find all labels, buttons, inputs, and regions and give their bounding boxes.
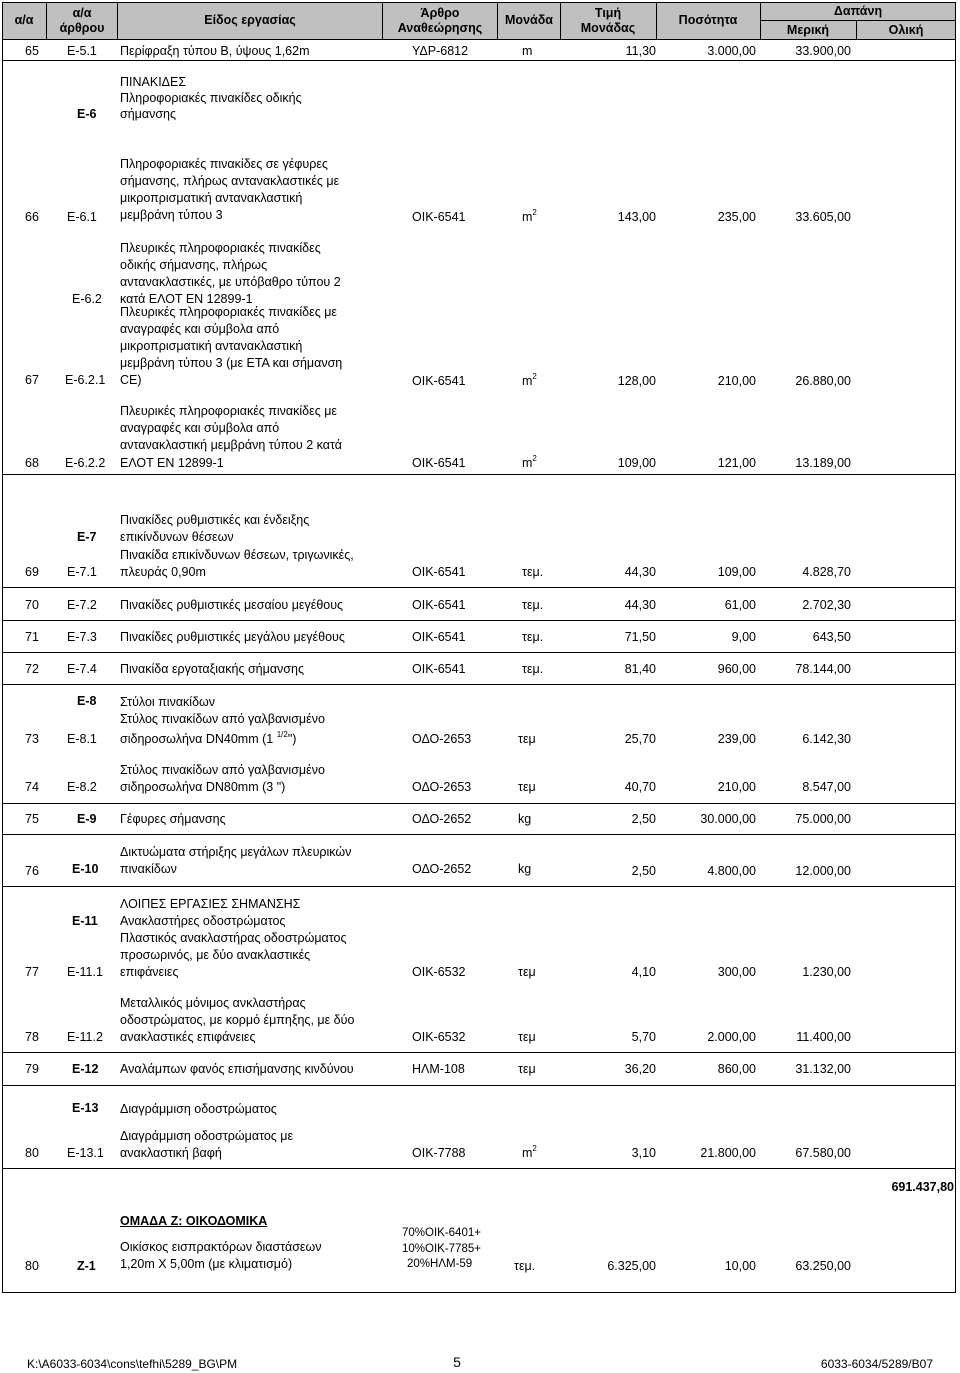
row-divider [2, 1052, 956, 1053]
row-unit: m [522, 44, 533, 58]
row-description: Οικίσκος εισπρακτόρων διαστάσεων [120, 1240, 322, 1254]
row-partial: 643,50 [812, 630, 851, 644]
group-description: Πληροφοριακές πινακίδες οδικής [120, 91, 302, 105]
row-partial: 26.880,00 [795, 374, 851, 388]
row-code: Ε-11.1 [67, 965, 103, 979]
group-title: Διαγράμμιση οδοστρώματος [120, 1102, 277, 1116]
row-description: μικροπρισματική αντανακλαστική [120, 339, 303, 353]
row-partial: 1.230,00 [802, 965, 851, 979]
subgroup-description: Πλευρικές πληροφοριακές πινακίδες [120, 241, 321, 255]
row-quantity: 21.800,00 [700, 1146, 756, 1160]
row-quantity: 9,00 [731, 630, 756, 644]
row-quantity: 3.000,00 [707, 44, 756, 58]
row-code: Ε-11.2 [67, 1030, 103, 1044]
row-quantity: 300,00 [717, 965, 756, 979]
row-price: 4,10 [631, 965, 656, 979]
row-number: 76 [25, 864, 39, 878]
row-number: 80 [25, 1259, 39, 1273]
row-divider [2, 652, 956, 653]
row-quantity: 860,00 [717, 1062, 756, 1076]
row-unit: kg [518, 812, 532, 826]
row-number: 70 [25, 598, 39, 612]
row-description: σήμανσης, πλήρως αντανακλαστικές με [120, 174, 340, 188]
page-number: 5 [453, 1354, 461, 1370]
col-cost: Δαπάνη [833, 4, 883, 18]
col-work-type: Είδος εργασίας [204, 13, 296, 27]
row-price: 36,20 [624, 1062, 656, 1076]
row-quantity: 960,00 [717, 662, 756, 676]
col-partial: Μερική [786, 23, 830, 37]
row-description: πλευράς 0,90m [120, 565, 206, 579]
row-description: Περίφραξη τύπου Β, ύψους 1,62m [120, 44, 310, 58]
row-number: 69 [25, 565, 39, 579]
row-article: ΟΔΟ-2653 [412, 732, 472, 746]
row-article: ΟΙΚ-6541 [412, 456, 466, 470]
row-divider [2, 834, 956, 835]
row-description: Γέφυρες σήμανσης [120, 812, 226, 826]
row-article: ΟΙΚ-6541 [412, 598, 466, 612]
row-partial: 78.144,00 [795, 662, 851, 676]
row-number: 80 [25, 1146, 39, 1160]
col-unit-price-2: Μονάδας [580, 21, 636, 35]
row-unit: τεμ. [522, 630, 544, 644]
row-code: Ε-7.1 [67, 565, 97, 579]
row-article: ΟΙΚ-6532 [412, 965, 466, 979]
group-code: Ε-8 [77, 694, 97, 708]
grand-total: 691.437,80 [891, 1180, 954, 1194]
row-price: 6.325,00 [607, 1259, 656, 1273]
unit-exponent: 2 [532, 1144, 537, 1153]
row-partial: 13.189,00 [795, 456, 851, 470]
row-unit [522, 374, 537, 388]
row-description: CE) [120, 373, 142, 387]
col-unit-price: Τιμή [594, 6, 622, 20]
row-unit: kg [518, 862, 532, 876]
group-code: Ε-6 [77, 107, 97, 121]
row-description: επιφάνειες [120, 965, 179, 979]
row-price: 109,00 [617, 456, 656, 470]
row-article: 70%ΟΙΚ-6401+ [402, 1227, 481, 1239]
unit-text: m [522, 210, 533, 224]
row-price: 128,00 [617, 374, 656, 388]
unit-text: m [522, 1146, 533, 1160]
row-description: Αναλάμπων φανός επισήμανσης κινδύνου [120, 1062, 354, 1076]
row-number: 67 [25, 373, 39, 387]
group-title: Ανακλαστήρες οδοστρώματος [120, 914, 286, 928]
row-partial: 6.142,30 [802, 732, 851, 746]
row-number: 72 [25, 662, 39, 676]
row-price: 44,30 [624, 598, 656, 612]
row-description: ανακλαστική βαφή [120, 1146, 222, 1160]
group-title: Πινακίδες ρυθμιστικές και ένδειξης [120, 513, 310, 527]
row-partial: 33.605,00 [795, 210, 851, 224]
col-revision-article: Άρθρο [420, 6, 460, 20]
col-unit: Μονάδα [505, 13, 553, 27]
unit-exponent: 2 [532, 454, 537, 463]
row-number: 74 [25, 780, 39, 794]
row-code: Ε-13.1 [67, 1146, 104, 1160]
row-divider [2, 1168, 956, 1169]
row-description: Πληροφοριακές πινακίδες σε γέφυρες [120, 157, 328, 171]
row-description: Πινακίδα εργοταξιακής σήμανσης [120, 662, 304, 676]
row-unit: τεμ [518, 1030, 536, 1044]
row-price: 71,50 [624, 630, 656, 644]
row-number: 79 [25, 1062, 39, 1076]
row-article: 20%ΗΛΜ-59 [407, 1258, 473, 1270]
row-number: 71 [25, 630, 39, 644]
col-total: Ολική [888, 23, 924, 37]
row-description: Πινακίδες ρυθμιστικές μεσαίου μεγέθους [120, 598, 344, 612]
row-price: 3,10 [631, 1146, 656, 1160]
row-code: Ε-9 [77, 812, 97, 826]
row-code: Ε-6.2.2 [65, 456, 106, 470]
group-z-title: ΟΜΑΔΑ Ζ: ΟΙΚΟΔΟΜΙΚΑ [120, 1214, 268, 1228]
section-title: ΛΟΙΠΕΣ ΕΡΓΑΣΙΕΣ ΣΗΜΑΝΣΗΣ [120, 897, 301, 911]
subgroup-description: κατά ΕΛΟΤ ΕΝ 12899-1 [120, 292, 253, 306]
group-code: Ε-7 [77, 530, 97, 544]
row-number: 77 [25, 965, 39, 979]
row-description: αναγραφές και σύμβολα από [120, 322, 280, 336]
row-partial: 31.132,00 [795, 1062, 851, 1076]
row-quantity: 61,00 [724, 598, 756, 612]
row-description: Πινακίδες ρυθμιστικές μεγάλου μεγέθους [120, 630, 345, 644]
row-article: 10%ΟΙΚ-7785+ [402, 1243, 481, 1255]
unit-text: m [522, 456, 533, 470]
row-article: ΟΙΚ-6541 [412, 374, 466, 388]
row-partial: 33.900,00 [795, 44, 851, 58]
row-unit: τεμ [518, 965, 536, 979]
group-title: ΠΙΝΑΚΙΔΕΣ [120, 75, 187, 89]
row-code: Ε-7.3 [67, 630, 97, 644]
row-description: αντανακλαστική μεμβράνη τύπου 2 κατά [120, 438, 342, 452]
row-code: Ε-8.2 [67, 780, 97, 794]
description-text: σιδηροσωλήνα DN40mm (1 [120, 732, 277, 746]
row-article: ΥΔΡ-6812 [412, 44, 469, 58]
row-quantity: 10,00 [724, 1259, 756, 1273]
row-price: 2,50 [631, 864, 656, 878]
row-number: 65 [25, 44, 39, 58]
row-article: ΟΙΚ-6541 [412, 210, 466, 224]
row-divider [2, 886, 956, 887]
row-unit: τεμ. [514, 1259, 536, 1273]
row-partial: 75.000,00 [795, 812, 851, 826]
row-divider [2, 587, 956, 588]
row-code: Ε-6.2.1 [65, 373, 106, 387]
row-article: ΟΔΟ-2653 [412, 780, 472, 794]
group-code: Ε-11 [72, 914, 98, 928]
row-partial: 4.828,70 [802, 565, 851, 579]
row-quantity: 210,00 [717, 780, 756, 794]
row-partial: 67.580,00 [795, 1146, 851, 1160]
row-divider [2, 620, 956, 621]
row-description: ανακλαστικές επιφάνειες [120, 1030, 256, 1044]
row-price: 44,30 [624, 565, 656, 579]
group-description: σήμανσης [120, 107, 177, 121]
row-code: Ε-7.2 [67, 598, 97, 612]
row-article: ΟΙΚ-6541 [412, 630, 466, 644]
row-quantity: 2.000,00 [707, 1030, 756, 1044]
row-unit: τεμ. [522, 662, 544, 676]
row-price: 143,00 [617, 210, 656, 224]
row-partial: 12.000,00 [795, 864, 851, 878]
row-price: 5,70 [631, 1030, 656, 1044]
row-description: Δικτυώματα στήριξης μεγάλων πλευρικών [120, 845, 352, 859]
row-description: Πλευρικές πληροφοριακές πινακίδες με [120, 404, 337, 418]
row-number: 78 [25, 1030, 39, 1044]
row-divider [2, 803, 956, 804]
row-description: μεμβράνη τύπου 3 (με ΕΤΑ και σήμανση [120, 356, 343, 370]
row-description: αναγραφές και σύμβολα από [120, 421, 280, 435]
fraction-superscript: 1/2 [276, 730, 288, 739]
row-number: 75 [25, 812, 39, 826]
row-quantity: 4.800,00 [707, 864, 756, 878]
col-revision: Αναθεώρησης [397, 21, 483, 35]
subgroup-description: οδικής σήμανσης, πλήρως [120, 258, 268, 272]
row-unit [522, 456, 537, 470]
row-divider [2, 474, 956, 475]
row-quantity: 239,00 [717, 732, 756, 746]
row-description: οδοστρώματος, με κορμό έμπηξης, με δύο [120, 1013, 355, 1027]
row-unit [522, 1146, 537, 1160]
row-code: Ε-7.4 [67, 662, 97, 676]
row-divider [2, 1085, 956, 1086]
row-quantity: 30.000,00 [700, 812, 756, 826]
col-aa-article: α/α [72, 6, 92, 20]
row-unit: τεμ [518, 780, 536, 794]
row-description: Πλαστικός ανακλαστήρας οδοστρώματος [120, 931, 347, 945]
col-article: άρθρου [59, 21, 105, 35]
subgroup-description: αντανακλαστικές, με υπόβαθρο τύπου 2 [120, 275, 341, 289]
row-article: ΗΛΜ-108 [412, 1062, 465, 1076]
row-partial: 8.547,00 [802, 780, 851, 794]
row-description: 1,20m X 5,00m (με κλιματισμό) [120, 1257, 293, 1271]
group-title: Στύλοι πινακίδων [120, 695, 216, 709]
row-description: Πλευρικές πληροφοριακές πινακίδες με [120, 305, 337, 319]
row-article: ΟΙΚ-6532 [412, 1030, 466, 1044]
row-description: Διαγράμμιση οδοστρώματος με [120, 1129, 294, 1143]
group-description: επικίνδυνων θέσεων [120, 530, 234, 544]
row-description: Μεταλλικός μόνιμος ανκλαστήρας [120, 996, 306, 1010]
row-unit: τεμ [518, 732, 536, 746]
row-code: Ε-8.1 [67, 732, 97, 746]
row-divider [2, 60, 956, 61]
unit-text: m [522, 374, 533, 388]
row-article: ΟΔΟ-2652 [412, 862, 472, 876]
row-code: Ε-10 [72, 862, 99, 876]
row-description: Στύλος πινακίδων από γαλβανισμένο [120, 712, 325, 726]
row-partial: 11.400,00 [796, 1030, 851, 1044]
col-aa: α/α [14, 13, 34, 27]
row-article: ΟΙΚ-6541 [412, 565, 466, 579]
group-code: Ε-13 [72, 1101, 99, 1115]
row-price: 2,50 [631, 812, 656, 826]
row-quantity: 235,00 [717, 210, 756, 224]
row-unit: τεμ [518, 1062, 536, 1076]
row-description: μεμβράνη τύπου 3 [120, 208, 223, 222]
row-description [120, 732, 296, 746]
row-code: Ε-12 [72, 1062, 99, 1076]
row-description: Πινακίδα επικίνδυνων θέσεων, τριγωνικές, [120, 548, 354, 562]
row-article: ΟΙΚ-7788 [412, 1146, 466, 1160]
row-unit: τεμ. [522, 598, 544, 612]
row-divider [2, 684, 956, 685]
row-quantity: 109,00 [717, 565, 756, 579]
row-partial: 2.702,30 [802, 598, 851, 612]
row-number: 73 [25, 732, 39, 746]
row-price: 81,40 [624, 662, 656, 676]
row-description: πινακίδων [120, 862, 177, 876]
row-description: ΕΛΟΤ ΕΝ 12899-1 [120, 456, 224, 470]
footer-path: K:\A6033-6034\cons\tefhi\5289_BG\PM [27, 1357, 238, 1371]
row-description: Στύλος πινακίδων από γαλβανισμένο [120, 763, 325, 777]
row-price: 25,70 [624, 732, 656, 746]
row-unit: τεμ. [522, 565, 544, 579]
row-code: Ζ-1 [77, 1259, 96, 1273]
row-description: προσωρινός, με δύο ανακλαστικές [120, 948, 311, 962]
subgroup-code: Ε-6.2 [72, 292, 102, 306]
unit-exponent: 2 [532, 372, 537, 381]
row-quantity: 210,00 [717, 374, 756, 388]
description-text: ") [287, 732, 297, 746]
row-description: σιδηροσωλήνα DN80mm (3 ") [120, 780, 286, 794]
row-description: μικροπρισματική αντανακλαστική [120, 191, 303, 205]
col-quantity: Ποσότητα [678, 13, 738, 27]
row-number: 68 [25, 456, 39, 470]
row-article: ΟΔΟ-2652 [412, 812, 472, 826]
row-code: Ε-5.1 [67, 44, 97, 58]
unit-exponent: 2 [532, 208, 537, 217]
footer-reference: 6033-6034/5289/B07 [820, 1357, 933, 1371]
row-unit [522, 210, 537, 224]
row-partial: 63.250,00 [795, 1259, 851, 1273]
row-quantity: 121,00 [717, 456, 756, 470]
row-number: 66 [25, 210, 39, 224]
row-price: 40,70 [624, 780, 656, 794]
row-price: 11,30 [625, 44, 656, 58]
row-article: ΟΙΚ-6541 [412, 662, 466, 676]
row-code: Ε-6.1 [67, 210, 97, 224]
